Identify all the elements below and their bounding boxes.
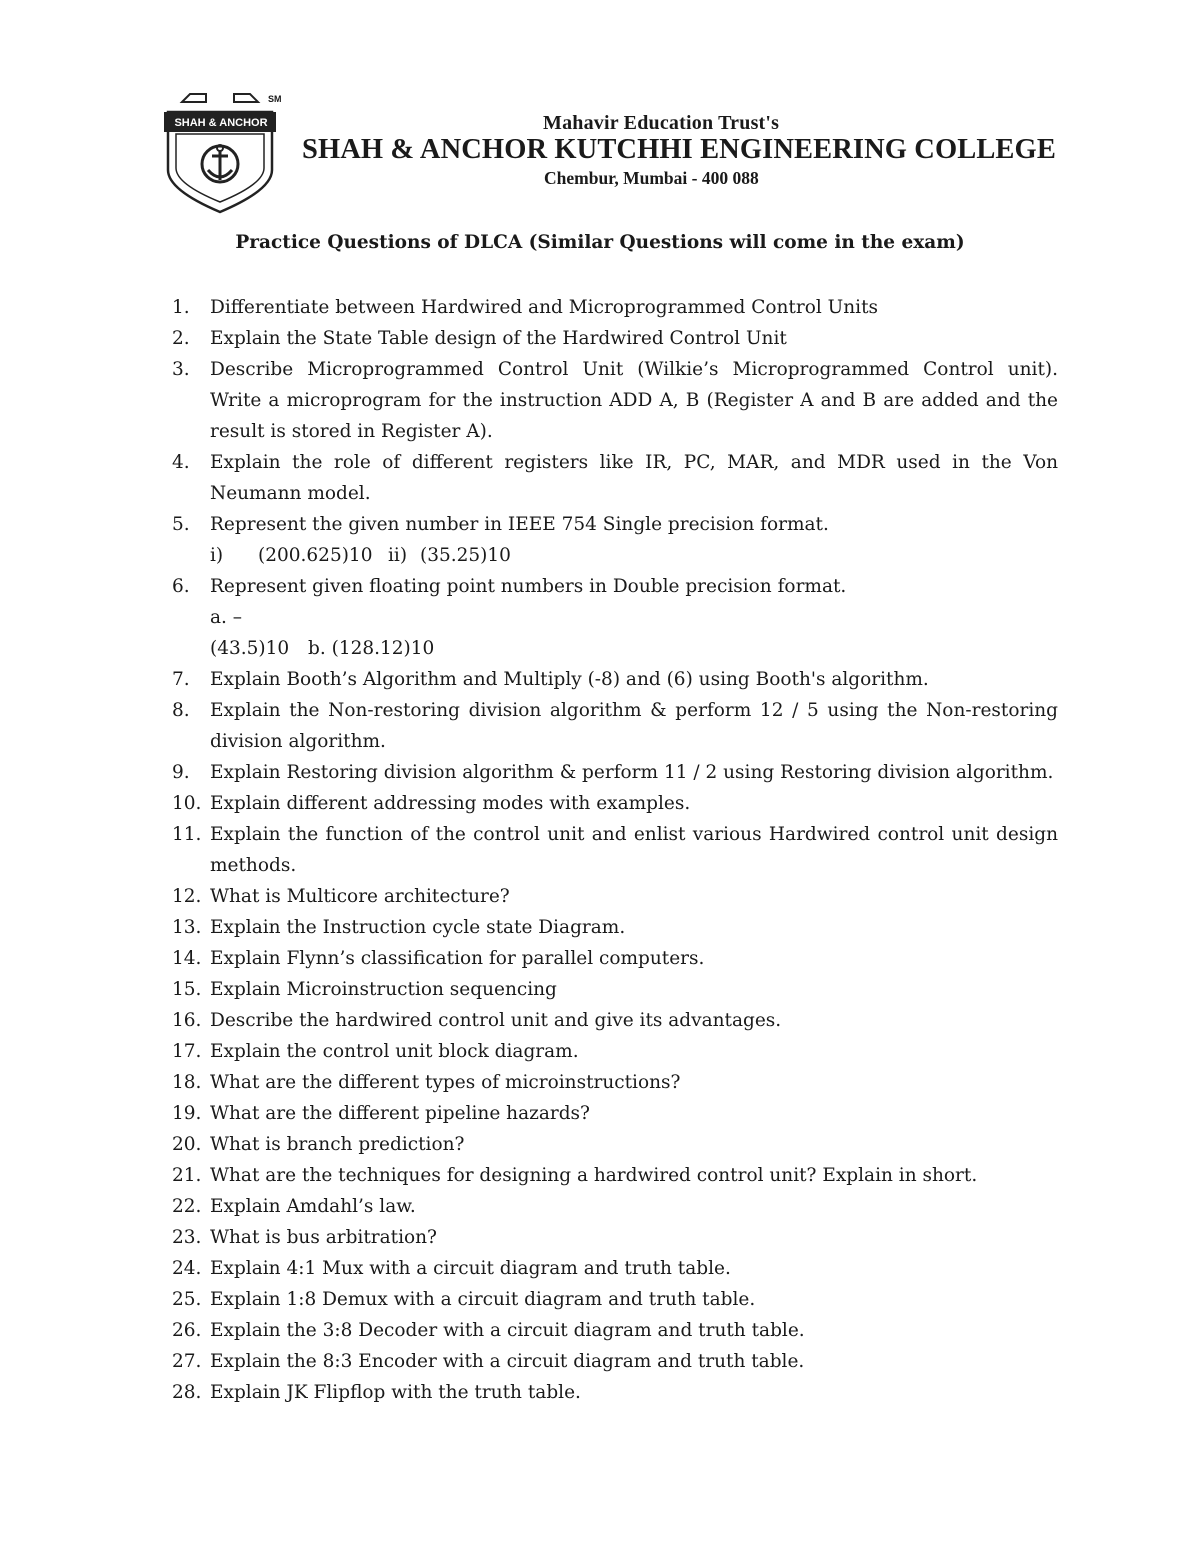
item-text: Differentiate between Hardwired and Microprogrammed Control Units	[210, 297, 878, 318]
item-number: 27.	[172, 1351, 202, 1372]
item-text: Explain Flynn’s classification for parallel computers.	[210, 948, 705, 969]
page-title: Practice Questions of DLCA (Similar Questions will come in the exam)	[235, 232, 965, 253]
item-text: Explain the function of the control unit and enlist various Hardwired control unit design methods.	[210, 824, 1058, 876]
list-item	[172, 912, 1058, 943]
college-name: SHAH & ANCHOR KUTCHHI ENGINEERING COLLEGE	[302, 134, 1056, 165]
list-item	[172, 1315, 1058, 1346]
list-item	[172, 509, 1058, 571]
item-number: 16.	[172, 1010, 202, 1031]
trust-name: Mahavir Education Trust's	[543, 112, 780, 134]
item-text: What are the different pipeline hazards?	[210, 1103, 590, 1124]
sub-value: a. –(43.5)10	[210, 607, 290, 659]
college-header	[160, 90, 1060, 220]
item-text: Explain different addressing modes with examples.	[210, 793, 691, 814]
item-number: 26.	[172, 1320, 202, 1341]
item-number: 11.	[172, 824, 202, 845]
item-number: 8.	[172, 700, 190, 721]
list-item	[172, 571, 1058, 664]
list-item	[172, 1253, 1058, 1284]
item-number: 28.	[172, 1382, 202, 1403]
college-crest-logo	[160, 90, 280, 215]
list-item	[172, 974, 1058, 1005]
sub-label: ii)	[388, 545, 408, 566]
list-item	[172, 323, 1058, 354]
question-list	[172, 292, 1058, 1408]
service-mark: SM	[268, 94, 282, 104]
item-number: 2.	[172, 328, 190, 349]
item-text: Explain the Instruction cycle state Diagram.	[210, 917, 626, 938]
list-item	[172, 447, 1058, 509]
item-text: What is Multicore architecture?	[210, 886, 510, 907]
item-text: Explain JK Flipflop with the truth table.	[210, 1382, 581, 1403]
item-number: 12.	[172, 886, 202, 907]
item-text: Explain Microinstruction sequencing	[210, 979, 557, 1000]
item-number: 17.	[172, 1041, 202, 1062]
item-text: Explain the 8:3 Encoder with a circuit diagram and truth table.	[210, 1351, 805, 1372]
item-number: 13.	[172, 917, 202, 938]
item-text: Represent the given number in IEEE 754 Single precision format.	[210, 514, 829, 535]
list-item	[172, 1160, 1058, 1191]
item-number: 4.	[172, 452, 190, 473]
sub-items	[210, 602, 1058, 664]
list-item	[172, 881, 1058, 912]
list-item	[172, 1067, 1058, 1098]
item-text: Explain 4:1 Mux with a circuit diagram and truth table.	[210, 1258, 731, 1279]
item-number: 9.	[172, 762, 190, 783]
item-text: Represent given floating point numbers in Double precision format.	[210, 576, 847, 597]
item-text: Explain the Non-restoring division algorithm & perform 12 / 5 using the Non-restoring division algorithm.	[210, 700, 1058, 752]
item-text: Explain the 3:8 Decoder with a circuit diagram and truth table.	[210, 1320, 805, 1341]
list-item	[172, 1129, 1058, 1160]
item-number: 10.	[172, 793, 202, 814]
college-address: Chembur, Mumbai - 400 088	[544, 168, 759, 188]
item-text: What are the techniques for designing a hardwired control unit? Explain in short.	[210, 1165, 978, 1186]
list-item	[172, 1222, 1058, 1253]
item-number: 6.	[172, 576, 190, 597]
list-item	[172, 695, 1058, 757]
list-item	[172, 757, 1058, 788]
item-text: Explain the role of different registers like IR, PC, MAR, and MDR used in the Von Neumann model.	[210, 452, 1058, 504]
item-text: Explain the control unit block diagram.	[210, 1041, 579, 1062]
list-item	[172, 819, 1058, 881]
list-item	[172, 1036, 1058, 1067]
list-item	[172, 1377, 1058, 1408]
list-item	[172, 788, 1058, 819]
item-text: Explain Amdahl’s law.	[210, 1196, 416, 1217]
item-number: 18.	[172, 1072, 202, 1093]
item-text: Explain Booth’s Algorithm and Multiply (-8) and (6) using Booth's algorithm.	[210, 669, 929, 690]
item-number: 22.	[172, 1196, 202, 1217]
item-text: What are the different types of microinstructions?	[210, 1072, 681, 1093]
item-number: 14.	[172, 948, 202, 969]
sub-items	[210, 540, 1058, 571]
list-item	[172, 1191, 1058, 1222]
item-text: Explain 1:8 Demux with a circuit diagram and truth table.	[210, 1289, 756, 1310]
logo-text: SHAH & ANCHOR	[174, 117, 268, 129]
item-number: 24.	[172, 1258, 202, 1279]
item-text: Explain the State Table design of the Hardwired Control Unit	[210, 328, 787, 349]
sub-value: b. (128.12)10	[308, 638, 435, 659]
item-number: 23.	[172, 1227, 202, 1248]
list-item	[172, 1098, 1058, 1129]
item-number: 7.	[172, 669, 190, 690]
list-item	[172, 1346, 1058, 1377]
list-item	[172, 354, 1058, 447]
item-number: 20.	[172, 1134, 202, 1155]
sub-value: (35.25)10	[420, 545, 511, 566]
item-number: 5.	[172, 514, 190, 535]
list-item	[172, 1005, 1058, 1036]
item-number: 15.	[172, 979, 202, 1000]
item-text: Explain Restoring division algorithm & perform 11 / 2 using Restoring division algorithm.	[210, 762, 1054, 783]
item-number: 3.	[172, 359, 190, 380]
list-item	[172, 943, 1058, 974]
list-item	[172, 664, 1058, 695]
item-text: Describe Microprogrammed Control Unit (Wilkie’s Microprogrammed Control unit). Write a microprogram for the instruction ADD A, B (Register A and B are added and the result is stored in Register A).	[210, 359, 1058, 442]
item-text: What is bus arbitration?	[210, 1227, 437, 1248]
list-item	[172, 1284, 1058, 1315]
item-number: 19.	[172, 1103, 202, 1124]
item-number: 1.	[172, 297, 190, 318]
sub-label: i)	[210, 545, 224, 566]
item-text: Describe the hardwired control unit and give its advantages.	[210, 1010, 782, 1031]
list-item	[172, 292, 1058, 323]
item-number: 25.	[172, 1289, 202, 1310]
item-number: 21.	[172, 1165, 202, 1186]
item-text: What is branch prediction?	[210, 1134, 465, 1155]
sub-value: (200.625)10	[258, 545, 373, 566]
